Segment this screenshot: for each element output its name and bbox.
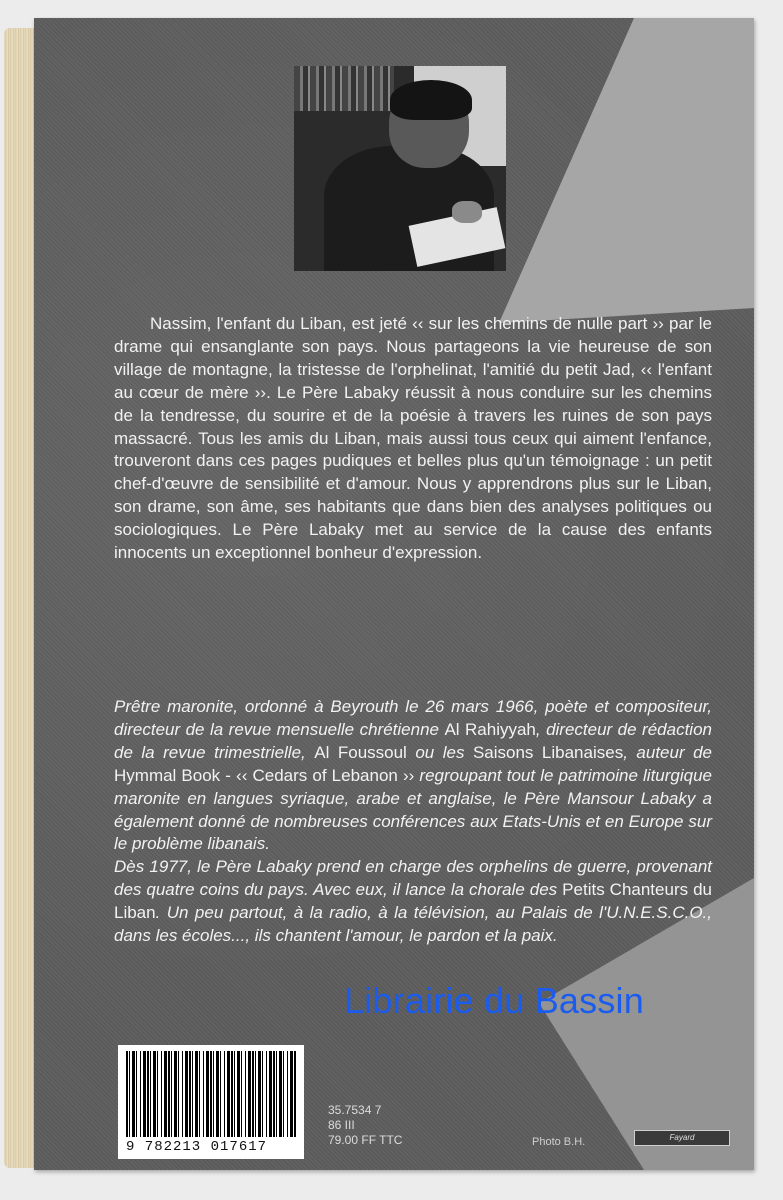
bio-text-run: Al Rahiyyah <box>444 719 536 739</box>
barcode-bars <box>126 1051 296 1137</box>
bio-text-run: , directeur de rédaction de la revue trimestrielle, <box>114 719 712 762</box>
bio-text-run: . Un peu partout, à la radio, à la télévision, au Palais de l'U.N.E.S.C.O., dans les écoles..., ils chantent l'amour, le pardon et la paix. <box>114 903 712 946</box>
bio-text-run: Petits Chanteurs du Liban <box>114 880 712 923</box>
bookstore-watermark: Librairie du Bassin <box>344 980 644 1021</box>
book-summary: Nassim, l'enfant du Liban, est jeté ‹‹ sur les chemins de nulle part ›› par le drame qui ensanglante son pays. Nous partageons la vie heureuse de son village de montagne, la tristesse de l'orphelinat, l'amitié du petit Jad, ‹‹ l'enfant au cœur de mère ››. Le Père Labaky réussit à nous conduire sur les chemins de la tendresse, du sourire et de la poésie à travers les ruines de son pays massacré. Tous les amis du Liban, mais aussi tous ceux qui aiment l'enfance, trouveront dans ces pages pudiques et belles plus qu'un témoignage : un petit chef-d'œuvre de sensibilité et d'amour. Nous y apprendrons plus sur le Liban, son drame, son âme, ses habitants que dans bien des analyses politiques ou sociologiques. Le Père Labaky met au service de la cause des enfants innocents un exceptionnel bonheur d'expression. <box>114 314 712 563</box>
barcode-number: 9 782213 017617 <box>126 1139 268 1155</box>
bio-text-run: Prêtre maronite, ordonné à Beyrouth le 26 mars 1966, poète et compositeur, directeur de la revue mensuelle chrétienne <box>114 697 712 739</box>
bio-text-run: Hymmal Book - ‹‹ Cedars of Lebanon ›› <box>114 765 415 785</box>
catalog-code: 35.7534 7 <box>328 1103 382 1117</box>
bio-text-run: Dès 1977, le Père Labaky prend en charge des orphelins de guerre, provenant des quatre coins du pays. Avec eux, il lance la chorale des <box>114 857 712 900</box>
bio-text-run: Al Foussoul <box>314 742 407 762</box>
bio-text-run: regroupant tout le patrimoine liturgique maronite en langues syriaque, arabe et anglaise, le Père Mansour Labaky a également donné de nombreuses conférences aux Etats-Unis et en Europe sur le problème libanais. <box>114 765 713 854</box>
bio-text-run: , auteur de <box>623 742 713 762</box>
print-date: 86 III <box>328 1118 355 1132</box>
author-photo <box>294 66 506 271</box>
bio-paragraph-2 <box>114 856 712 948</box>
price-info <box>328 1103 402 1148</box>
price: 79.00 FF TTC <box>328 1133 403 1147</box>
isbn-barcode <box>118 1045 304 1159</box>
photo-credit: Photo B.H. <box>532 1136 586 1148</box>
bio-paragraph-1 <box>114 696 712 856</box>
bio-text-run: Saisons Libanaises <box>472 742 624 762</box>
publisher-logo: Fayard <box>634 1130 730 1146</box>
bio-text-run: ou les <box>406 742 473 762</box>
author-bio <box>114 696 712 948</box>
